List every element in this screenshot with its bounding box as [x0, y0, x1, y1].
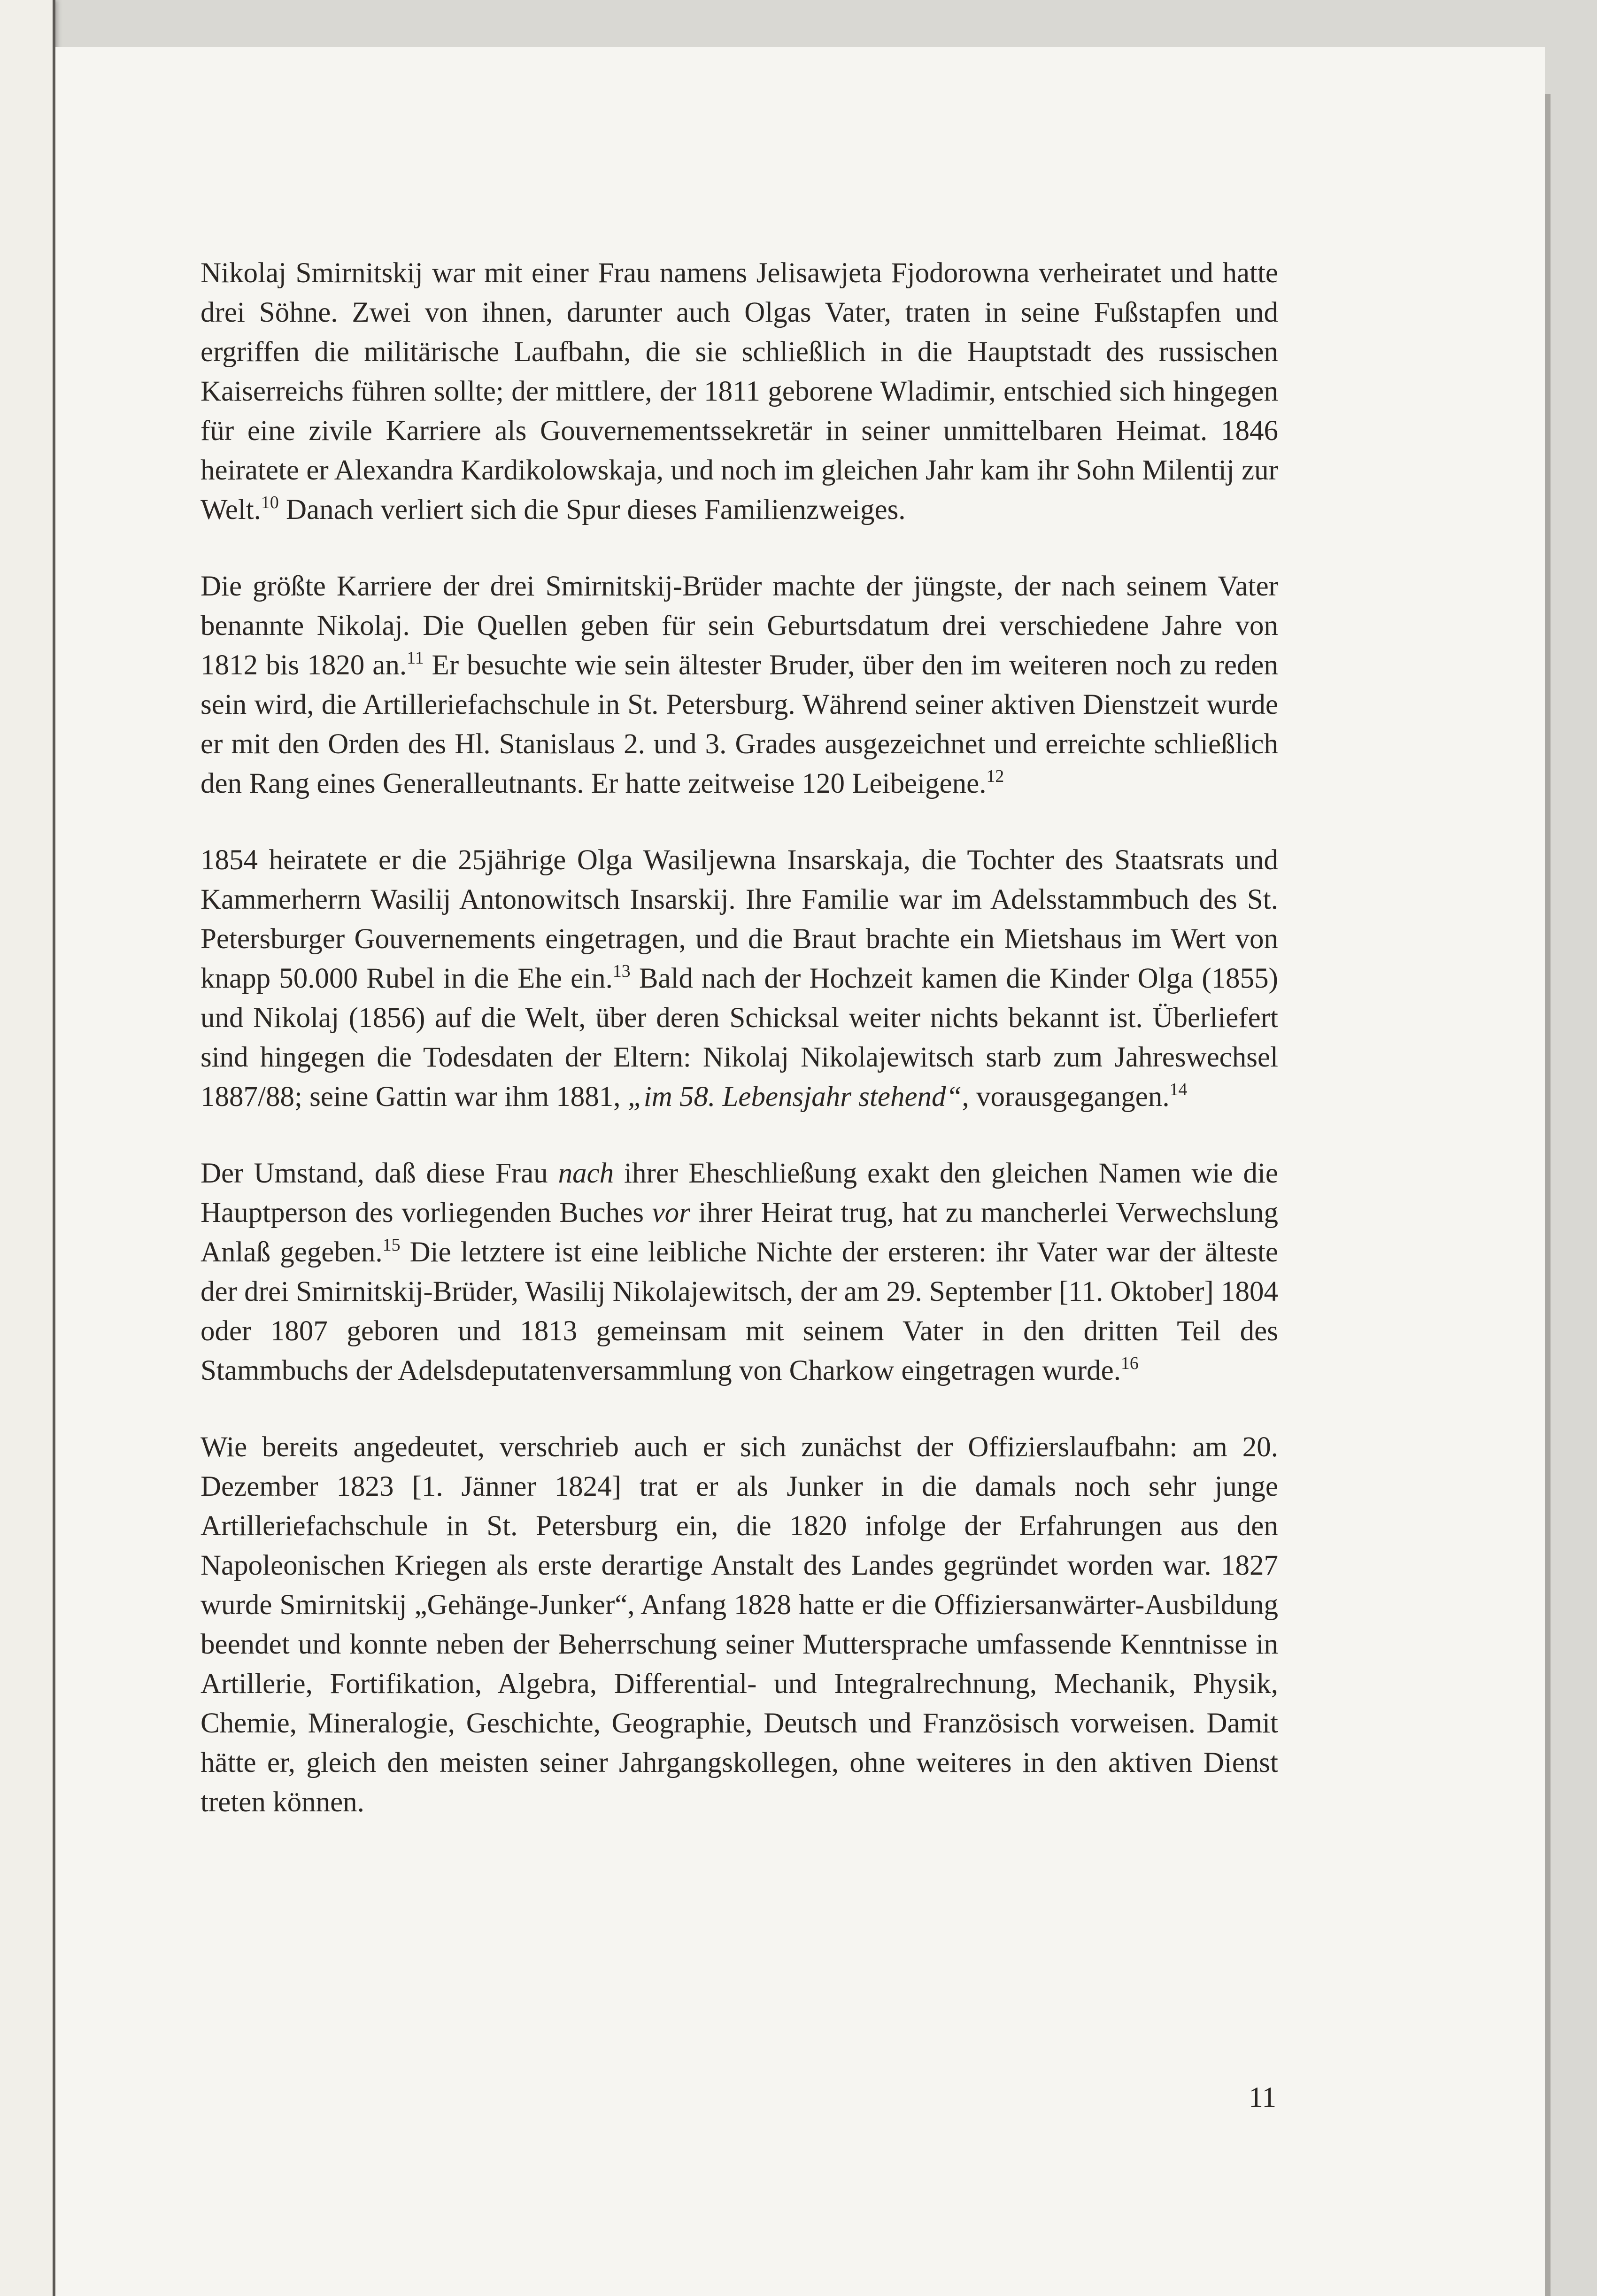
text-run: Wie bereits angedeutet, verschrieb auch er sich zunächst der Offizierslaufbahn: am 20. Dezember 1823 [1. Jänner 1824] trat er als Junker in die damals noch sehr junge Artilleriefachschule in St. Petersburg ein, die 1820 infolge der Erfahrungen aus den Napoleonischen Kriegen als erste derartige Anstalt des Landes gegründet worden war. 1827 wurde Smirnitskij „Gehänge-Junker“, Anfang 1828 hatte er die Offiziersanwärter-Ausbildung beendet und konnte neben der Beherrschung seiner Muttersprache umfassende Kenntnisse in Artillerie, Fortifikation, Algebra, Differential- und Integralrechnung, Mechanik, Physik, Chemie, Mineralogie, Geschichte, Geographie, Deutsch und Französisch vorweisen. Damit hätte er, gleich den meisten seiner Jahrgangskollegen, ohne weiteres in den aktiven Dienst treten können.	[201, 1431, 1278, 1818]
footnote-marker: 16	[1120, 1353, 1139, 1374]
emphasis-text: vor	[652, 1197, 690, 1229]
footnote-marker: 10	[261, 493, 279, 513]
text-run: ihrer Heirat trug, hat zu mancherlei Verwechslung Anlaß gegeben.	[201, 1197, 1278, 1268]
footnote-marker: 13	[612, 961, 631, 982]
body-text	[201, 254, 1278, 1822]
footnote-marker: 12	[986, 766, 1004, 787]
footnote-marker: 14	[1169, 1080, 1188, 1100]
text-run: Er besuchte wie sein ältester Bruder, über den im weiteren noch zu reden sein wird, die Artilleriefachschule in St. Petersburg. Während seiner aktiven Dienstzeit wurde er mit den Orden des Hl. Stanislaus 2. und 3. Grades ausgezeichnet und erreichte schließlich den Rang eines Generalleutnants. Er hatte zeitweise 120 Leibeigene.	[201, 649, 1279, 799]
text-run: ihrer Eheschließung exakt den gleichen Namen wie die Hauptperson des vorliegenden Buches	[201, 1158, 1278, 1229]
paragraph	[201, 567, 1278, 804]
paragraph	[201, 254, 1278, 530]
book-page	[55, 47, 1545, 2296]
paragraph	[201, 1428, 1278, 1822]
text-run: Die letztere ist eine leibliche Nichte der ersteren: ihr Vater war der älteste der drei Smirnitskij-Brüder, Wasilij Nikolajewitsch, der am 29. September [11. Oktober] 1804 oder 1807 geboren und 1813 gemeinsam mit seinem Vater in den dritten Teil des Stammbuchs der Adelsdeputatenversammlung von Charkow eingetragen wurde.	[201, 1237, 1278, 1386]
footnote-marker: 15	[382, 1235, 401, 1255]
facing-page-edge	[0, 0, 55, 2296]
text-run: Danach verliert sich die Spur dieses Familienzweiges.	[278, 494, 906, 526]
text-run: , vorausgegangen.	[962, 1081, 1170, 1113]
footnote-marker: 11	[407, 648, 424, 668]
emphasis-text: „im 58. Lebensjahr stehend“	[627, 1081, 962, 1113]
emphasis-text: nach	[558, 1158, 614, 1189]
text-run: Die größte Karriere der drei Smirnitskij-Brüder machte der jüngste, der nach seinem Vater benannte Nikolaj. Die Quellen geben für sein Geburtsdatum drei verschiedene Jahre von 1812 bis 1820 an.	[201, 571, 1278, 681]
paragraph	[201, 1154, 1278, 1391]
text-run: 1854 heiratete er die 25jährige Olga Wasiljewna Insarskaja, die Tochter des Staatsrats und Kammerherrn Wasilij Antonowitsch Insarskij. Ihre Familie war im Adelsstammbuch des St. Petersburger Gouvernements eingetragen, und die Braut brachte ein Mietshaus im Wert von knapp 50.000 Rubel in die Ehe ein.	[201, 844, 1278, 994]
page-number: 11	[1249, 2082, 1276, 2113]
text-run: Bald nach der Hochzeit kamen die Kinder Olga (1855) und Nikolaj (1856) auf die Welt, über deren Schicksal weiter nichts bekannt ist. Überliefert sind hingegen die Todesdaten der Eltern: Nikolaj Nikolajewitsch starb zum Jahreswechsel 1887/88; seine Gattin war ihm 1881,	[201, 963, 1278, 1113]
paragraph	[201, 841, 1278, 1117]
text-run: Nikolaj Smirnitskij war mit einer Frau namens Jelisawjeta Fjodorowna verheiratet und hatte drei Söhne. Zwei von ihnen, darunter auch Olgas Vater, traten in seine Fußstapfen und ergriffen die militärische Laufbahn, die sie schließlich in die Hauptstadt des russischen Kaiserreichs führen sollte; der mittlere, der 1811 geborene Wladimir, entschied sich hingegen für eine zivile Karriere als Gouvernementssekretär in seiner unmittelbaren Heimat. 1846 heiratete er Alexandra Kardikolowskaja, und noch im gleichen Jahr kam ihr Sohn Milentij zur Welt.	[201, 257, 1278, 526]
text-run: Der Umstand, daß diese Frau	[201, 1158, 558, 1189]
page-edge-shadow	[1545, 94, 1551, 2296]
